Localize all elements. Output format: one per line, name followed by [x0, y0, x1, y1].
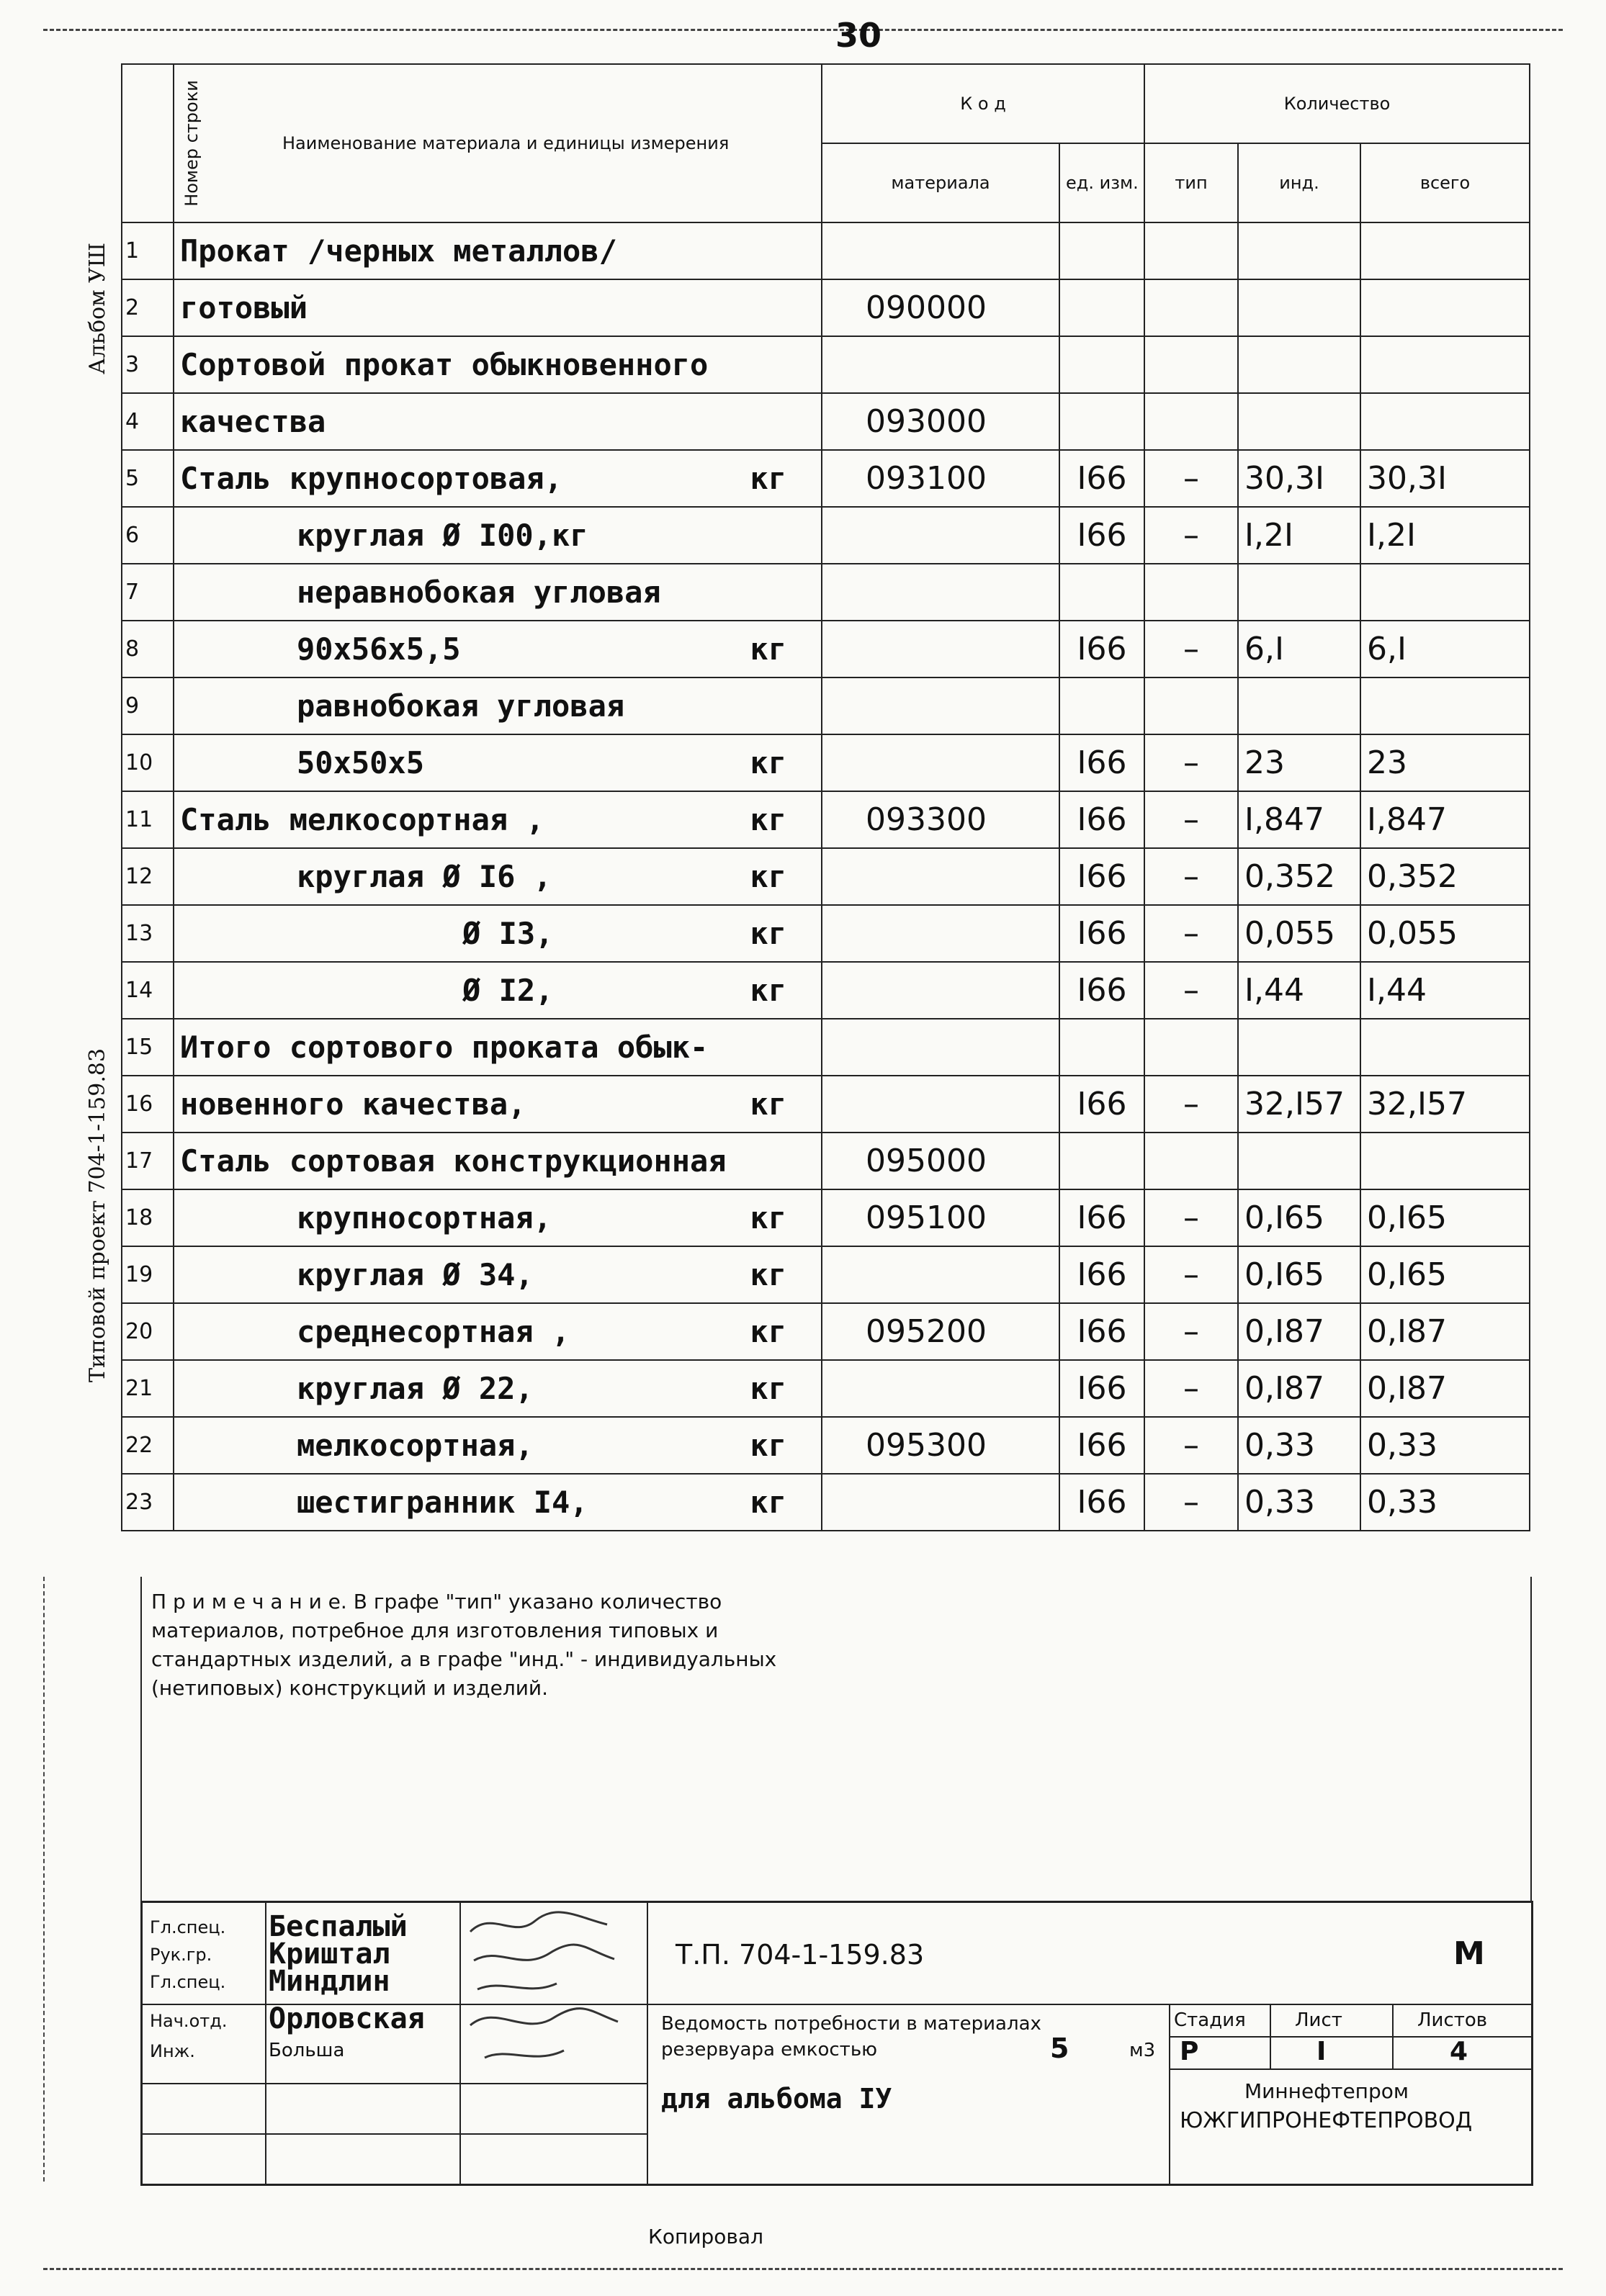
unit-code	[1059, 393, 1144, 450]
material-name-text: равнобокая угловая	[297, 688, 625, 724]
unit-label: кг	[750, 1371, 786, 1406]
qty-ind: 0,055	[1238, 905, 1360, 962]
qty-type: –	[1144, 962, 1238, 1019]
qty-type: –	[1144, 905, 1238, 962]
material-name-text: шестигранник I4,	[297, 1485, 588, 1520]
qty-type: –	[1144, 1474, 1238, 1531]
material-name	[174, 1076, 822, 1133]
material-name-text: круглая Ø I00,кг	[297, 518, 588, 553]
header-row-number: Номер строки	[122, 64, 174, 222]
table-row	[122, 734, 1530, 791]
qty-type	[1144, 1133, 1238, 1189]
unit-label: кг	[750, 973, 786, 1008]
qty-total: 32,I57	[1360, 1076, 1530, 1133]
unit-label: кг	[750, 859, 786, 894]
material-name-text: среднесортная ,	[297, 1314, 570, 1349]
qty-total: 30,3I	[1360, 450, 1530, 507]
qty-ind: 0,33	[1238, 1474, 1360, 1531]
unit-label: кг	[750, 745, 786, 780]
qty-ind: 30,3I	[1238, 450, 1360, 507]
material-name-text: крупносортная,	[297, 1200, 552, 1235]
material-name	[174, 621, 822, 677]
qty-ind	[1238, 393, 1360, 450]
material-code: 095000	[822, 1133, 1059, 1189]
material-name	[174, 1474, 822, 1531]
qty-type	[1144, 393, 1238, 450]
material-name	[174, 1360, 822, 1417]
top-rule	[43, 29, 1563, 31]
unit-label: кг	[750, 1428, 786, 1463]
qty-type: –	[1144, 1076, 1238, 1133]
qty-type	[1144, 1019, 1238, 1076]
qty-ind: 23	[1238, 734, 1360, 791]
unit-code	[1059, 222, 1144, 279]
album-label: Альбом УШ	[85, 242, 110, 374]
table-row	[122, 222, 1530, 279]
doc-title-line1: Ведомость потребности в материалах резервуара емкостью	[661, 2013, 1041, 2061]
material-name-text: Итого сортового проката обык-	[180, 1030, 709, 1065]
qty-ind: 0,I65	[1238, 1246, 1360, 1303]
qty-total: 0,I87	[1360, 1360, 1530, 1417]
table-row	[122, 1019, 1530, 1076]
unit-code	[1059, 336, 1144, 393]
material-name-text: качества	[180, 404, 326, 439]
header-code: К о д	[822, 64, 1144, 143]
material-name	[174, 1189, 822, 1246]
table-row	[122, 677, 1530, 734]
material-code	[822, 621, 1059, 677]
material-code: 093000	[822, 393, 1059, 450]
project-label: Типовой проект 704-1-159.83	[85, 1048, 110, 1382]
qty-total: 0,I65	[1360, 1189, 1530, 1246]
qty-ind: 0,I87	[1238, 1360, 1360, 1417]
row-number: 8	[122, 621, 174, 677]
material-name	[174, 1246, 822, 1303]
qty-ind: I,2I	[1238, 507, 1360, 564]
qty-ind: 0,33	[1238, 1417, 1360, 1474]
header-quantity: Количество	[1144, 64, 1530, 143]
qty-total: 0,352	[1360, 848, 1530, 905]
material-name	[174, 677, 822, 734]
person-3: Миндлин	[269, 1965, 390, 1998]
stage-label: Стадия	[1174, 2009, 1246, 2031]
unit-code: I66	[1059, 1076, 1144, 1133]
qty-type: –	[1144, 734, 1238, 791]
qty-type: –	[1144, 791, 1238, 848]
table-row	[122, 393, 1530, 450]
table-row	[122, 848, 1530, 905]
unit-label: кг	[750, 802, 786, 837]
header-total: всего	[1360, 143, 1530, 222]
table-row	[122, 507, 1530, 564]
qty-type	[1144, 222, 1238, 279]
left-margin-ticks	[43, 1577, 124, 2182]
material-code	[822, 1076, 1059, 1133]
title-block	[140, 1901, 1533, 2186]
role-5: Инж.	[150, 2041, 195, 2061]
unit-code: I66	[1059, 507, 1144, 564]
qty-total: 23	[1360, 734, 1530, 791]
table-row	[122, 1076, 1530, 1133]
material-name-text: Ø I3,	[462, 916, 554, 951]
person-5: Больша	[269, 2040, 345, 2061]
doc-title-line2: для альбома IУ	[661, 2083, 892, 2115]
table-row	[122, 1246, 1530, 1303]
table-row	[122, 279, 1530, 336]
material-name	[174, 222, 822, 279]
row-number: 23	[122, 1474, 174, 1531]
qty-total	[1360, 677, 1530, 734]
row-number: 6	[122, 507, 174, 564]
sheets-value: 4	[1450, 2037, 1468, 2066]
row-number: 20	[122, 1303, 174, 1360]
material-name-text: Прокат /черных металлов/	[180, 233, 617, 269]
person-2: Криштал	[269, 1937, 390, 1971]
row-number: 22	[122, 1417, 174, 1474]
row-number: 16	[122, 1076, 174, 1133]
unit-code: I66	[1059, 1474, 1144, 1531]
qty-ind	[1238, 1133, 1360, 1189]
role-2: Рук.гр.	[150, 1945, 212, 1965]
qty-ind: 32,I57	[1238, 1076, 1360, 1133]
qty-total: 0,33	[1360, 1417, 1530, 1474]
material-code: 090000	[822, 279, 1059, 336]
header-material: материала	[822, 143, 1059, 222]
material-name	[174, 1019, 822, 1076]
unit-code: I66	[1059, 791, 1144, 848]
material-name	[174, 734, 822, 791]
material-name-text: мелкосортная,	[297, 1428, 534, 1463]
row-number: 21	[122, 1360, 174, 1417]
material-name-text: круглая Ø I6 ,	[297, 859, 552, 894]
material-name-text: Сортовой прокат обыкновенного	[180, 347, 709, 382]
unit-code: I66	[1059, 1246, 1144, 1303]
role-4: Нач.отд.	[150, 2011, 228, 2031]
qty-type: –	[1144, 1417, 1238, 1474]
volume-value: 5	[1050, 2032, 1069, 2064]
header-unit: ед. изм.	[1059, 143, 1144, 222]
material-name	[174, 279, 822, 336]
qty-type	[1144, 677, 1238, 734]
material-code	[822, 564, 1059, 621]
qty-total	[1360, 393, 1530, 450]
org-institute: ЮЖГИПРОНЕФТЕПРОВОД	[1180, 2108, 1473, 2133]
qty-total	[1360, 336, 1530, 393]
row-number: 18	[122, 1189, 174, 1246]
volume-unit: м3	[1129, 2040, 1156, 2061]
material-name	[174, 336, 822, 393]
material-code: 093100	[822, 450, 1059, 507]
qty-total: 0,33	[1360, 1474, 1530, 1531]
row-number: 3	[122, 336, 174, 393]
qty-total: 6,I	[1360, 621, 1530, 677]
stage-value: Р	[1180, 2037, 1199, 2066]
material-name-text: 50x50x5	[297, 745, 425, 780]
qty-ind	[1238, 222, 1360, 279]
row-number: 19	[122, 1246, 174, 1303]
unit-label: кг	[750, 1086, 786, 1122]
unit-code: I66	[1059, 1303, 1144, 1360]
material-code: 093300	[822, 791, 1059, 848]
row-number: 2	[122, 279, 174, 336]
sheet-label: Лист	[1295, 2009, 1342, 2031]
table-row	[122, 1133, 1530, 1189]
unit-code	[1059, 677, 1144, 734]
unit-label: кг	[750, 1257, 786, 1292]
material-code: 095100	[822, 1189, 1059, 1246]
page-number: 30	[835, 16, 882, 55]
material-code	[822, 1246, 1059, 1303]
material-code	[822, 1019, 1059, 1076]
unit-code: I66	[1059, 962, 1144, 1019]
row-number: 14	[122, 962, 174, 1019]
unit-code: I66	[1059, 734, 1144, 791]
material-name-text: неравнобокая угловая	[297, 575, 661, 610]
qty-total	[1360, 564, 1530, 621]
qty-total: I,847	[1360, 791, 1530, 848]
material-name	[174, 905, 822, 962]
material-code	[822, 677, 1059, 734]
material-code	[822, 1474, 1059, 1531]
header-ind: инд.	[1238, 143, 1360, 222]
copied-label: Копировал	[648, 2225, 763, 2248]
unit-code: I66	[1059, 450, 1144, 507]
role-3: Гл.спец.	[150, 1972, 226, 1992]
row-number: 9	[122, 677, 174, 734]
unit-code: I66	[1059, 905, 1144, 962]
material-code: 095200	[822, 1303, 1059, 1360]
material-name	[174, 962, 822, 1019]
table-row	[122, 1474, 1530, 1531]
unit-label: кг	[750, 1200, 786, 1235]
org-ministry: Миннефтепром	[1244, 2079, 1409, 2103]
row-number: 12	[122, 848, 174, 905]
unit-label: кг	[750, 631, 786, 667]
unit-label: кг	[750, 916, 786, 951]
header-name: Наименование материала и единицы измерения	[174, 64, 822, 222]
qty-type: –	[1144, 848, 1238, 905]
table-row	[122, 621, 1530, 677]
material-code	[822, 336, 1059, 393]
material-name-text: Сталь крупносортовая,	[180, 461, 563, 496]
material-name	[174, 1133, 822, 1189]
material-name	[174, 1303, 822, 1360]
bottom-rule	[43, 2268, 1563, 2270]
table-row	[122, 962, 1530, 1019]
row-number: 4	[122, 393, 174, 450]
table-row	[122, 791, 1530, 848]
material-name-text: круглая Ø 34,	[297, 1257, 534, 1292]
material-code	[822, 734, 1059, 791]
person-1: Беспалый	[269, 1910, 408, 1943]
qty-ind	[1238, 1019, 1360, 1076]
material-code	[822, 1360, 1059, 1417]
material-name-text: 90x56x5,5	[297, 631, 461, 667]
material-name	[174, 1417, 822, 1474]
qty-type: –	[1144, 507, 1238, 564]
qty-ind: 0,I65	[1238, 1189, 1360, 1246]
qty-ind: I,847	[1238, 791, 1360, 848]
materials-table	[121, 63, 1530, 1531]
unit-code	[1059, 1133, 1144, 1189]
unit-code: I66	[1059, 1417, 1144, 1474]
qty-type: –	[1144, 1189, 1238, 1246]
unit-code: I66	[1059, 848, 1144, 905]
row-number: 5	[122, 450, 174, 507]
table-row	[122, 564, 1530, 621]
doc-code: Т.П. 704-1-159.83	[676, 1939, 925, 1971]
unit-code	[1059, 279, 1144, 336]
unit-label: кг	[750, 1485, 786, 1520]
unit-code	[1059, 564, 1144, 621]
qty-total: 0,I87	[1360, 1303, 1530, 1360]
header-type: тип	[1144, 143, 1238, 222]
material-name	[174, 507, 822, 564]
qty-type	[1144, 279, 1238, 336]
row-number: 1	[122, 222, 174, 279]
row-number: 13	[122, 905, 174, 962]
row-number: 15	[122, 1019, 174, 1076]
material-name-text: Сталь мелкосортная ,	[180, 802, 544, 837]
qty-type	[1144, 336, 1238, 393]
qty-ind	[1238, 677, 1360, 734]
qty-total	[1360, 1133, 1530, 1189]
qty-ind: 6,I	[1238, 621, 1360, 677]
qty-ind	[1238, 279, 1360, 336]
qty-ind	[1238, 564, 1360, 621]
sheets-label: Листов	[1417, 2009, 1488, 2031]
qty-total: 0,055	[1360, 905, 1530, 962]
qty-total	[1360, 1019, 1530, 1076]
material-code	[822, 222, 1059, 279]
person-4: Орловская	[269, 2002, 425, 2035]
row-number: 7	[122, 564, 174, 621]
material-code	[822, 848, 1059, 905]
qty-type: –	[1144, 1360, 1238, 1417]
material-name	[174, 564, 822, 621]
unit-code: I66	[1059, 1189, 1144, 1246]
row-number: 17	[122, 1133, 174, 1189]
table-row	[122, 1189, 1530, 1246]
material-name-text: Сталь сортовая конструкционная	[180, 1143, 727, 1179]
note-text: П р и м е ч а н и е. В графе "тип" указано количество материалов, потребное для изготовления типовых и стандартных изделий, а в графе "инд." - индивидуальных (нетиповых) конструкций и изделий.	[151, 1590, 777, 1700]
qty-type: –	[1144, 1246, 1238, 1303]
qty-type: –	[1144, 450, 1238, 507]
material-name	[174, 393, 822, 450]
unit-label: кг	[750, 461, 786, 496]
unit-code: I66	[1059, 1360, 1144, 1417]
qty-total	[1360, 222, 1530, 279]
qty-ind: 0,I87	[1238, 1303, 1360, 1360]
unit-code: I66	[1059, 621, 1144, 677]
material-code: 095300	[822, 1417, 1059, 1474]
material-name-text: Ø I2,	[462, 973, 554, 1008]
qty-type	[1144, 564, 1238, 621]
qty-ind: 0,352	[1238, 848, 1360, 905]
table-row	[122, 450, 1530, 507]
unit-code	[1059, 1019, 1144, 1076]
material-code	[822, 507, 1059, 564]
material-name	[174, 450, 822, 507]
qty-total: 0,I65	[1360, 1246, 1530, 1303]
material-name-text: круглая Ø 22,	[297, 1371, 534, 1406]
material-code	[822, 962, 1059, 1019]
row-number: 10	[122, 734, 174, 791]
material-name-text: готовый	[180, 290, 308, 325]
material-name-text: новенного качества,	[180, 1086, 526, 1122]
table-row	[122, 336, 1530, 393]
table-row	[122, 1303, 1530, 1360]
role-1: Гл.спец.	[150, 1917, 226, 1937]
qty-type: –	[1144, 1303, 1238, 1360]
table-row	[122, 1360, 1530, 1417]
material-name	[174, 791, 822, 848]
qty-ind	[1238, 336, 1360, 393]
doc-mark: М	[1453, 1935, 1485, 1972]
table-row	[122, 905, 1530, 962]
row-number: 11	[122, 791, 174, 848]
signatures-image	[463, 1903, 643, 2083]
material-name	[174, 848, 822, 905]
qty-ind: I,44	[1238, 962, 1360, 1019]
sheet-value: I	[1316, 2037, 1327, 2066]
qty-type: –	[1144, 621, 1238, 677]
material-code	[822, 905, 1059, 962]
qty-total: I,44	[1360, 962, 1530, 1019]
table-row	[122, 1417, 1530, 1474]
unit-label: кг	[750, 1314, 786, 1349]
qty-total	[1360, 279, 1530, 336]
qty-total: I,2I	[1360, 507, 1530, 564]
